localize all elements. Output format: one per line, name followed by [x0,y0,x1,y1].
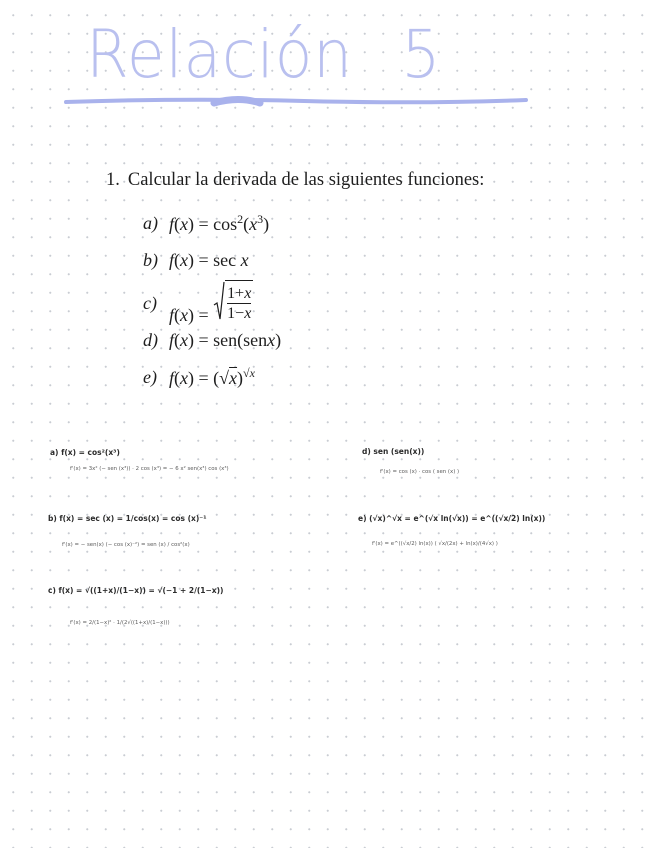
note-c-statement: c) f(x) = √((1+x)/(1−x)) = √(−1 + 2/(1−x)) [48,586,224,595]
title-underline [64,92,528,110]
function-item-b [143,250,249,271]
note-d-statement: d) sen (sen(x)) [362,447,425,456]
function-item-d [143,330,281,351]
note-a-statement: a) f(x) = cos²(x³) [50,448,120,457]
item-label: c) [143,292,157,313]
item-label: a) [143,213,158,233]
problem-text: Calcular la derivada de las siguientes funciones: [127,170,485,190]
item-expression: f(x) = $\frac{1+x}{1-x}$ [169,280,253,326]
problem-statement [106,170,484,191]
item-expression: $f(x) = (√x)^{√x}$ [169,366,255,388]
item-label: b) [143,250,158,270]
item-expression: $f(x) = \cos^2(x^3)$ [169,212,270,234]
title-word: Relación [86,16,354,93]
item-label: e) [143,367,157,387]
problem-number: 1. [106,170,120,190]
radical-sign [213,281,225,321]
note-b-derivative: f'(x) = − sen(x) (− cos (x)⁻²) = sen (x) / cos²(x) [62,542,190,548]
note-c-derivative: f'(x) = 2/(1−x)² · 1/(2√((1+x)/(1−x))) [70,620,170,626]
function-item-a [143,212,269,235]
note-d-derivative: f'(x) = cos (x) · cos ( sen (x) ) [380,469,460,475]
function-item-e [143,366,255,389]
item-expression: f(x) = sec x [169,250,249,270]
page-title [86,16,441,93]
note-b-statement: b) f(x) = sec (x) = 1/cos(x) = cos (x)⁻¹ [48,514,207,523]
note-e-derivative: f'(x) = e^((√x/2) ln(x)) ( √x/(2x) + ln(x)/(4√x) ) [372,541,498,547]
function-item-c [143,280,253,326]
note-a-derivative: f'(x) = 3x² (− sen (x³)) · 2 cos (x³) = − 6 x² sen(x³) cos (x³) [70,466,229,472]
title-number: 5 [401,16,442,93]
note-e-statement: e) (√x)^√x = e^(√x ln(√x)) = e^((√x/2) ln(x)) [358,514,546,523]
item-label: d) [143,330,158,350]
item-expression: f(x) = sen(senx) [169,330,282,350]
